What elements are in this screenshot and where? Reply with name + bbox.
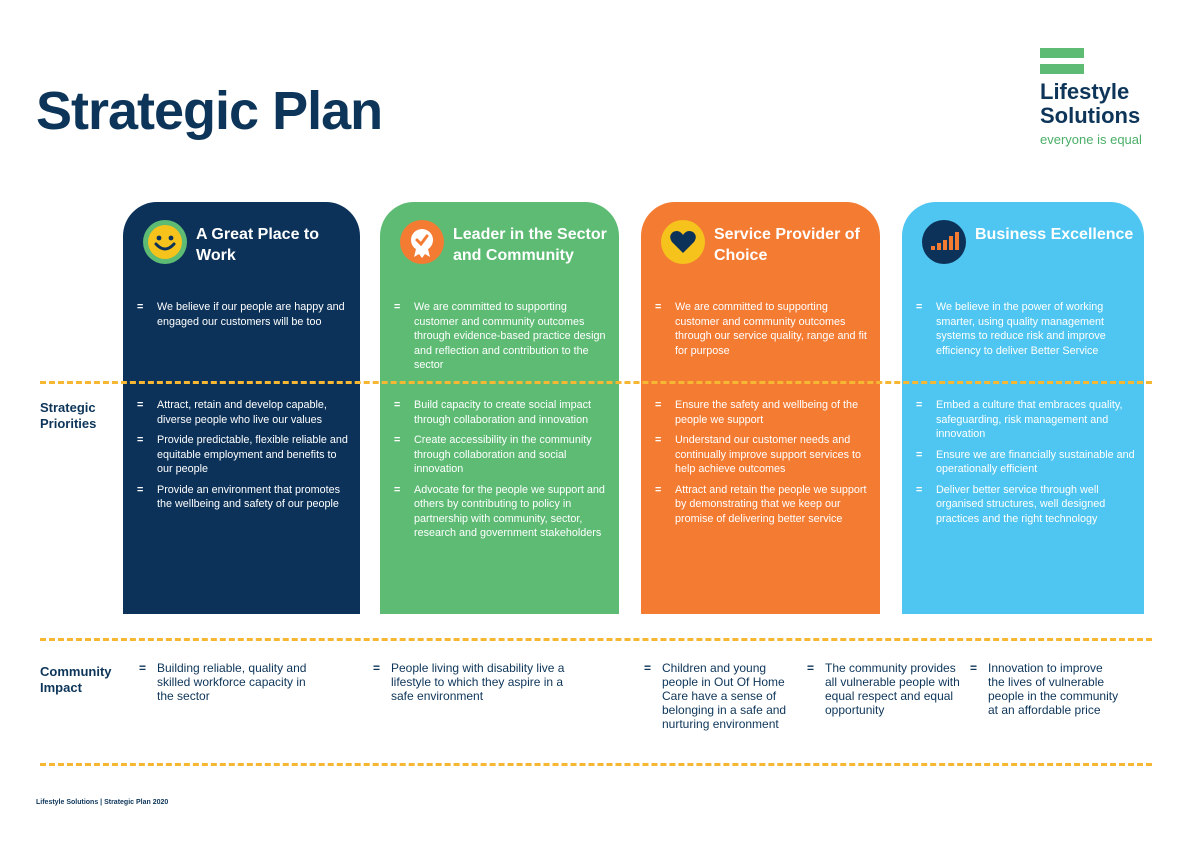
divider-line: [40, 763, 1152, 766]
heart-icon: [661, 220, 705, 264]
list-item: = Embed a culture that embraces quality, safeguarding, risk management and innovation: [916, 399, 1123, 440]
pillar-priorities: [916, 398, 1136, 532]
pillar-priorities: [394, 398, 611, 547]
pillar-priorities: [137, 398, 352, 518]
community-impact-label: Community Impact: [40, 664, 112, 695]
lifestyle-solutions-logo: [1040, 48, 1160, 147]
pillar-great-place-to-work: [123, 202, 360, 614]
divider-line: [40, 381, 1152, 384]
strategic-priorities-label: Strategic Priorities: [40, 400, 97, 431]
list-item: = Advocate for the people we support and others by contributing to policy in partnership with community, sector, research and government stakeholders: [394, 483, 605, 539]
pillar-vision: = We are committed to supporting customer and community outcomes through our service quality, range and fit for purpose: [655, 301, 867, 357]
impact-item: = Building reliable, quality and skilled workforce capacity in the sector: [139, 661, 307, 703]
bar-chart-icon: [922, 220, 966, 264]
pillar-vision: = We believe if our people are happy and engaged our customers will be too: [137, 301, 345, 328]
impact-item: = People living with disability live a lifestyle to which they aspire in a safe environment: [373, 661, 565, 703]
pillar-leader-in-sector: [380, 202, 619, 614]
logo-tagline: everyone is equal: [1040, 132, 1142, 147]
pillar-vision: = We are committed to supporting customer and community outcomes through evidence-based practice design and reflection and contribution to the sector: [394, 301, 606, 371]
logo-bars-icon: [1040, 48, 1084, 74]
list-item: = Attract, retain and develop capable, diverse people who live our values: [137, 399, 327, 426]
pillar-business-excellence: [902, 202, 1144, 614]
list-item: = Provide an environment that promotes the wellbeing and safety of our people: [137, 483, 341, 510]
smiley-icon: [143, 220, 187, 264]
logo-name: Lifestyle Solutions: [1040, 79, 1141, 128]
pillar-heading: A Great Place to Work: [196, 226, 320, 264]
badge-check-icon: [400, 220, 444, 264]
impact-item: = Children and young people in Out Of Home Care have a sense of belonging in a safe and nurturing environment: [644, 661, 787, 731]
list-item: = Understand our customer needs and continually improve support services to help achieve outcomes: [655, 434, 862, 475]
list-item: = Create accessibility in the community through collaboration and social innovation: [394, 434, 592, 475]
divider-line: [40, 638, 1152, 641]
pillar-service-provider: [641, 202, 880, 614]
pillar-vision: = We believe in the power of working smarter, using quality management systems to reduce risk and improve efficiency to deliver Better Service: [916, 301, 1106, 357]
footer-text: Lifestyle Solutions | Strategic Plan 2020: [36, 799, 169, 806]
list-item: = Attract and retain the people we support by demonstrating that we keep our promise of delivering better service: [655, 483, 867, 525]
pillar-heading: Business Excellence: [975, 226, 1134, 243]
list-item: = Ensure we are financially sustainable and operationally efficient: [916, 448, 1135, 475]
pillar-heading: Leader in the Sector and Community: [453, 226, 607, 264]
impact-item: = Innovation to improve the lives of vulnerable people in the community at an affordable price: [970, 661, 1119, 717]
impact-item: = The community provides all vulnerable people with equal respect and equal opportunity: [807, 661, 960, 717]
list-item: = Ensure the safety and wellbeing of the people we support: [655, 399, 859, 426]
list-item: = Deliver better service through well organised structures, well designed practices and the right technology: [916, 483, 1106, 525]
list-item: = Provide predictable, flexible reliable and equitable employment and benefits to our people: [137, 434, 348, 475]
pillar-priorities: [655, 398, 872, 532]
list-item: = Build capacity to create social impact through collaboration and innovation: [394, 399, 592, 426]
pillar-heading: Service Provider of Choice: [714, 226, 860, 264]
page-title: Strategic Plan: [36, 81, 383, 141]
